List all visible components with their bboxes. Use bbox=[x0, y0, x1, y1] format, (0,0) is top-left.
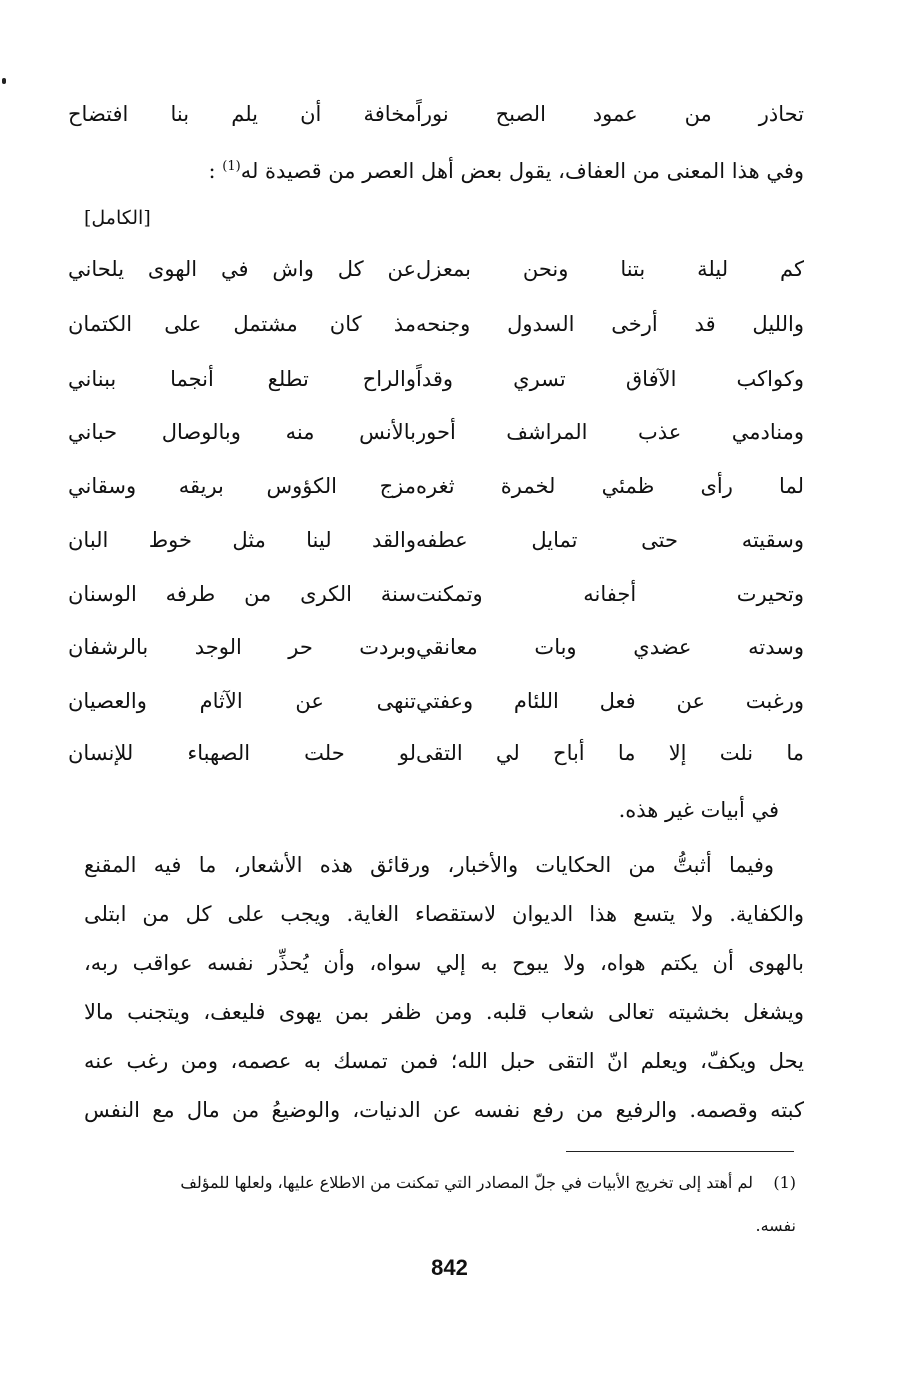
verse-hemistich-left: سنة الكرى من طرفه الوسنان bbox=[68, 582, 416, 606]
verse-row bbox=[68, 469, 804, 503]
verse-hemistich-right: وكواكب الآفاق تسري وقداً bbox=[416, 367, 804, 391]
verse-hemistich-right: ما نلت إلا ما أباح لي التقى bbox=[416, 741, 804, 765]
after-verses-text: في أبيات غير هذه. bbox=[618, 798, 779, 822]
verse-row bbox=[68, 307, 804, 341]
verse-row bbox=[68, 684, 804, 718]
footnote-continuation bbox=[104, 1214, 796, 1238]
paragraph-line: يحل ويكفّ، ويعلم انّ التقى حبل الله؛ فمن تمسك به عصمه، ومن رغب عنه bbox=[84, 1049, 804, 1073]
verse-row bbox=[68, 252, 804, 286]
margin-mark bbox=[2, 78, 6, 84]
footnote-text: لم أهتد إلى تخريج الأبيات في جلّ المصادر التي تمكنت من الاطلاع عليها، ولعلها للمؤلف bbox=[180, 1173, 753, 1192]
opening-verse bbox=[68, 97, 804, 131]
verse-hemistich-left: لو حلت الصهباء للإنسان bbox=[68, 741, 416, 765]
verse-row bbox=[68, 415, 804, 449]
footnote bbox=[104, 1171, 796, 1195]
verse-row bbox=[68, 736, 804, 770]
verse-row bbox=[68, 630, 804, 664]
verse-hemistich-left: مزج الكؤوس بريقه وسقاني bbox=[68, 474, 416, 498]
verse-hemistich-right: وسدته عضدي وبات معانقي bbox=[416, 635, 804, 659]
verse-hemistich-right: وتحيرت أجفانه وتمكنت bbox=[416, 582, 804, 606]
paragraph-line: وفيما أثبتُّ من الحكايات والأخبار، ورقائق هذه الأشعار، ما فيه المقنع bbox=[84, 853, 774, 877]
paragraph-line: كبته وقصمه. والرفيع من رفع نفسه عن الدنيات، والوضيعُ من مال مع النفس bbox=[84, 1098, 804, 1122]
intro-colon: : bbox=[208, 159, 216, 183]
verse-hemistich-left: وبردت حر الوجد بالرشفان bbox=[68, 635, 416, 659]
verse-row bbox=[68, 577, 804, 611]
paragraph-line: ويشغل بخشيته تعالى شعاب قلبه. ومن ظفر بمن يهوى فليعف، ويتجنب مالا bbox=[84, 1000, 804, 1024]
verse-hemistich-left: تنهى عن الآثام والعصيان bbox=[68, 689, 416, 713]
verse-hemistich-left: والراح تطلع أنجما ببناني bbox=[68, 367, 416, 391]
verse-hemistich-right: لما رأى ظمئي لخمرة ثغره bbox=[416, 474, 804, 498]
after-verses-line bbox=[59, 795, 779, 825]
verse-hemistich-left: بالأنس منه وبالوصال حباني bbox=[68, 420, 416, 444]
opening-verse-left: مخافة أن يلم بنا افتضاح bbox=[68, 102, 416, 126]
verse-hemistich-right: والليل قد أرخى السدول وجنحه bbox=[416, 312, 804, 336]
footnote-separator bbox=[566, 1151, 794, 1152]
footnote-marker: (1) bbox=[773, 1173, 796, 1192]
meter-label bbox=[84, 203, 804, 233]
paragraph-line: بالهوى أن يكتم هواه، ولا يبوح به إلي سواه، وأن يُحذِّر نفسه عواقب ربه، bbox=[84, 951, 804, 975]
paragraph-line: والكفاية. ولا يتسع هذا الديوان لاستقصاء الغاية. ويجب على كل من ابتلى bbox=[84, 902, 805, 926]
verse-hemistich-left: عن كل واش في الهوى يلحاني bbox=[68, 257, 416, 281]
verse-hemistich-right: ومنادمي عذب المراشف أحور bbox=[416, 420, 804, 444]
page-number: 842 bbox=[431, 1255, 468, 1280]
verse-hemistich-left: مذ كان مشتمل على الكتمان bbox=[68, 312, 416, 336]
verse-row bbox=[68, 362, 804, 396]
intro-line bbox=[84, 156, 804, 186]
verse-row bbox=[68, 523, 804, 557]
footnote-ref: (1) bbox=[222, 159, 241, 174]
verse-hemistich-right: وسقيته حتى تمايل عطفه bbox=[416, 528, 804, 552]
verse-hemistich-right: ورغبت عن فعل اللئام وعفتي bbox=[416, 689, 804, 713]
meter-label-text: [الكامل] bbox=[84, 207, 151, 229]
footnote-continuation-text: نفسه. bbox=[755, 1216, 796, 1235]
opening-verse-right: تحاذر من عمود الصبح نوراً bbox=[416, 102, 804, 126]
verse-hemistich-right: كم ليلة بتنا ونحن بمعزل bbox=[416, 257, 804, 281]
intro-text: وفي هذا المعنى من العفاف، يقول بعض أهل العصر من قصيدة له bbox=[240, 159, 804, 183]
verse-hemistich-left: والقد لينا مثل خوط البان bbox=[68, 528, 416, 552]
